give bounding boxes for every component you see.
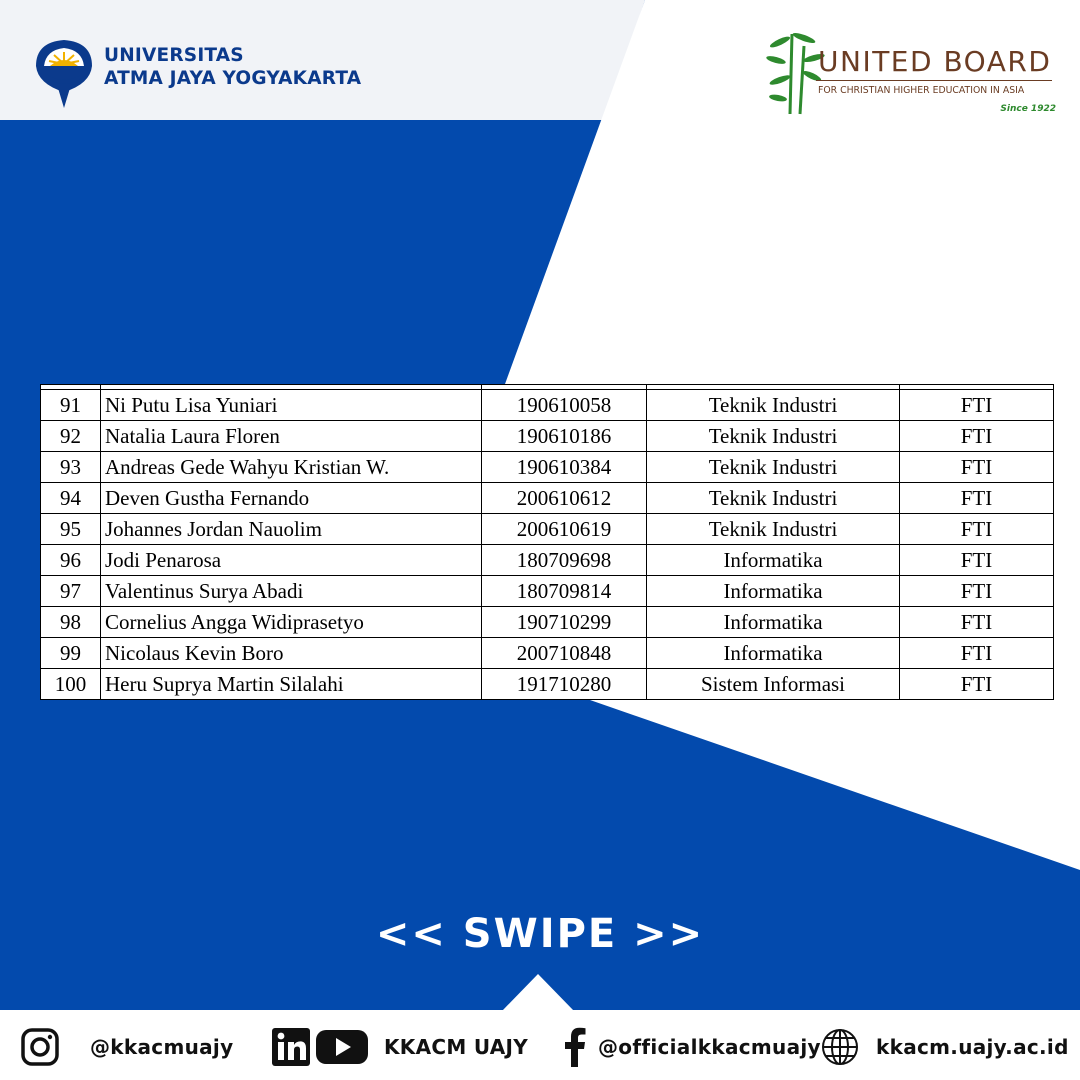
footer-instagram[interactable] xyxy=(20,1027,233,1067)
cell-prodi: Sistem Informasi xyxy=(647,669,900,700)
cell-prodi: Teknik Industri xyxy=(647,421,900,452)
cell-name: Natalia Laura Floren xyxy=(101,421,482,452)
cell-no: 91 xyxy=(41,390,101,421)
table-row xyxy=(41,607,1054,638)
bamboo-icon xyxy=(766,28,826,116)
cell-name: Nicolaus Kevin Boro xyxy=(101,638,482,669)
cell-fakultas: FTI xyxy=(900,638,1054,669)
cell-nim: 190610384 xyxy=(482,452,647,483)
table-row xyxy=(41,390,1054,421)
cell-name: Johannes Jordan Nauolim xyxy=(101,514,482,545)
cell-nim: 191710280 xyxy=(482,669,647,700)
cell-prodi: Informatika xyxy=(647,638,900,669)
ub-since: Since 1922 xyxy=(1000,104,1056,114)
cell-no: 99 xyxy=(41,638,101,669)
cell-nim: 200610619 xyxy=(482,514,647,545)
footer-website[interactable] xyxy=(820,1027,1069,1067)
ub-title: UNITED BOARD xyxy=(818,45,1052,78)
cell-fakultas: FTI xyxy=(900,576,1054,607)
cell-fakultas: FTI xyxy=(900,607,1054,638)
cell-name: Ni Putu Lisa Yuniari xyxy=(101,390,482,421)
cell-name: Deven Gustha Fernando xyxy=(101,483,482,514)
cell-no: 96 xyxy=(41,545,101,576)
table-row xyxy=(41,669,1054,700)
linkedin-icon xyxy=(272,1028,310,1066)
globe-icon xyxy=(820,1027,860,1067)
cell-name: Valentinus Surya Abadi xyxy=(101,576,482,607)
cell-prodi: Teknik Industri xyxy=(647,390,900,421)
table-row xyxy=(41,545,1054,576)
cell-nim: 190710299 xyxy=(482,607,647,638)
table-row xyxy=(41,576,1054,607)
cell-fakultas: FTI xyxy=(900,452,1054,483)
uajy-wordmark xyxy=(104,44,361,90)
youtube-icon xyxy=(316,1028,368,1066)
facebook-handle: @officialkkacmuajy xyxy=(598,1035,821,1059)
footer-notch xyxy=(502,974,574,1011)
ub-divider xyxy=(816,80,1052,81)
swipe-label: << SWIPE >> xyxy=(375,911,705,957)
cell-prodi: Informatika xyxy=(647,607,900,638)
facebook-icon xyxy=(562,1027,586,1067)
cell-name: Andreas Gede Wahyu Kristian W. xyxy=(101,452,482,483)
table-row xyxy=(41,638,1054,669)
cell-fakultas: FTI xyxy=(900,514,1054,545)
table-row xyxy=(41,421,1054,452)
cell-fakultas: FTI xyxy=(900,421,1054,452)
cell-no: 98 xyxy=(41,607,101,638)
cell-nim: 190610058 xyxy=(482,390,647,421)
cell-nim: 200710848 xyxy=(482,638,647,669)
cell-prodi: Informatika xyxy=(647,576,900,607)
uajy-line2: ATMA JAYA YOGYAKARTA xyxy=(104,68,362,89)
cell-fakultas: FTI xyxy=(900,390,1054,421)
table-body xyxy=(41,385,1054,700)
ub-subtitle: FOR CHRISTIAN HIGHER EDUCATION IN ASIA xyxy=(818,85,1025,96)
website-url: kkacm.uajy.ac.id xyxy=(876,1035,1069,1059)
uajy-crest-icon xyxy=(32,36,96,110)
cell-no: 97 xyxy=(41,576,101,607)
footer-facebook[interactable] xyxy=(562,1027,821,1067)
table-row xyxy=(41,483,1054,514)
cell-nim: 180709814 xyxy=(482,576,647,607)
cell-no: 94 xyxy=(41,483,101,514)
cell-no: 93 xyxy=(41,452,101,483)
participant-table xyxy=(40,384,1053,699)
cell-prodi: Teknik Industri xyxy=(647,514,900,545)
cell-fakultas: FTI xyxy=(900,545,1054,576)
cell-no: 95 xyxy=(41,514,101,545)
cell-prodi: Teknik Industri xyxy=(647,452,900,483)
cell-no: 100 xyxy=(41,669,101,700)
cell-name: Cornelius Angga Widiprasetyo xyxy=(101,607,482,638)
cell-nim: 190610186 xyxy=(482,421,647,452)
cell-prodi: Informatika xyxy=(647,545,900,576)
cell-fakultas: FTI xyxy=(900,483,1054,514)
instagram-handle: @kkacmuajy xyxy=(90,1035,234,1059)
table-row xyxy=(41,452,1054,483)
footer-linkedin-youtube[interactable] xyxy=(272,1027,528,1067)
table-row xyxy=(41,514,1054,545)
kkacm-handle: KKACM UAJY xyxy=(384,1035,529,1059)
cell-prodi: Teknik Industri xyxy=(647,483,900,514)
cell-nim: 180709698 xyxy=(482,545,647,576)
cell-no: 92 xyxy=(41,421,101,452)
cell-name: Jodi Penarosa xyxy=(101,545,482,576)
cell-name: Heru Suprya Martin Silalahi xyxy=(101,669,482,700)
cell-fakultas: FTI xyxy=(900,669,1054,700)
uajy-line1: UNIVERSITAS xyxy=(104,45,244,66)
instagram-icon xyxy=(20,1027,60,1067)
cell-nim: 200610612 xyxy=(482,483,647,514)
